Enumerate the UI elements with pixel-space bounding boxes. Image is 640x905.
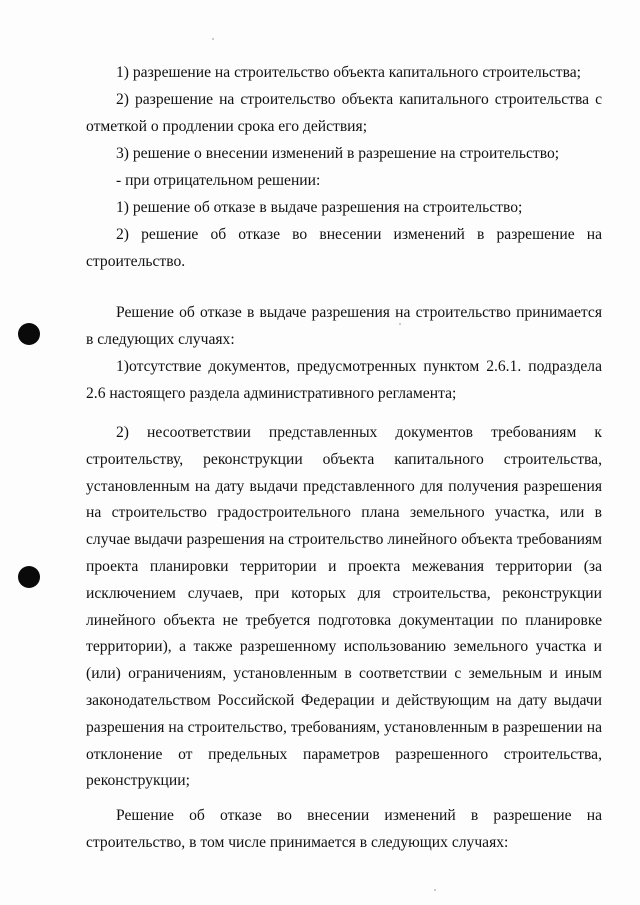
decision-item-permit: 1) разрешение на строительство объекта капитального строительства; xyxy=(116,64,581,81)
refusal-intro-paragraph: Решение об отказе в выдаче разрешения на строительство принимается в следующих случаях: xyxy=(86,304,602,348)
decision-item-permit-extended: 2) разрешение на строительство объекта капитального строительства с отметкой о продлении срока его действия; xyxy=(86,91,602,135)
hole-punch-top xyxy=(18,323,40,345)
decision-item-amendment: 3) решение о внесении изменений в разрешение на строительство; xyxy=(116,145,560,162)
scan-speck xyxy=(212,38,214,40)
refusal-reason-2: 2) несоответствии представленных документов требованиям к строительству, реконструкции объекта капитального строительства, установленным на дату выдачи представленного для получения разрешения на строительство градостроительного плана земельного участка, или в случае выдачи разрешения на строительство линейного объекта требованиям проекта планировки территории и проекта межевания территории (за исключением случаев, при которых для строительства, реконструкции линейного объекта не требуется подготовка документации по планировке территории), а также разрешенному использованию земельного участка и (или) ограничениям, установленным в соответствии с земельным и иным законодательством Российской Федерации и действующим на дату выдачи разрешения на строительство, требованиям, установленным в разрешении на отклонение от предельных параметров разрешенного строительства, реконструкции; xyxy=(86,424,602,790)
hole-punch-bottom xyxy=(18,566,40,588)
scan-speck xyxy=(434,889,436,891)
negative-item-amendment-refusal: 2) решение об отказе во внесении изменений в разрешение на строительство. xyxy=(86,226,602,270)
negative-decision-heading: - при отрицательном решении: xyxy=(116,172,321,189)
negative-item-refusal: 1) решение об отказе в выдаче разрешения на строительство; xyxy=(116,199,523,216)
refusal-reason-1: 1)отсутствие документов, предусмотренных пунктом 2.6.1. подраздела 2.6 настоящего раздела административного регламента; xyxy=(86,358,602,402)
amendment-refusal-intro: Решение об отказе во внесении изменений в разрешение на строительство, в том числе принимается в следующих случаях: xyxy=(86,807,602,851)
